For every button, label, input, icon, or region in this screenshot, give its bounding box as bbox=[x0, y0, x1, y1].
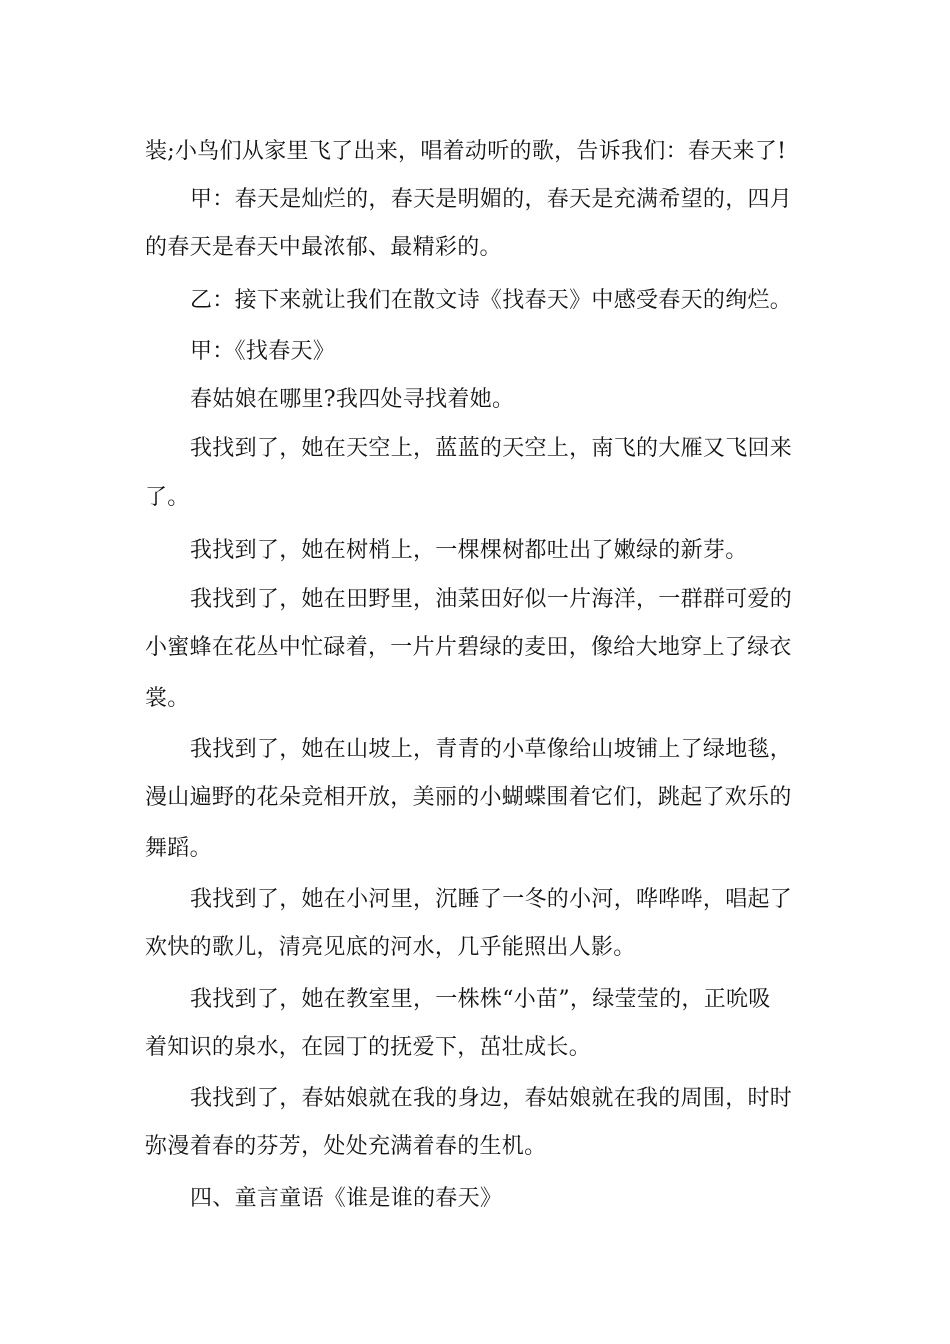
text-line: 欢快的歌儿，清亮见底的河水，几乎能照出人影。 bbox=[145, 935, 636, 960]
text-line: 春姑娘在哪里?我四处寻找着她。 bbox=[190, 387, 515, 412]
text-line: 的春天是春天中最浓郁、最精彩的。 bbox=[145, 235, 502, 260]
text-line: 裳。 bbox=[145, 686, 190, 711]
text-line: 我找到了，她在田野里，油菜田好似一片海洋，一群群可爱的 bbox=[190, 587, 793, 612]
text-line: 我找到了，她在山坡上，青青的小草像给山坡铺上了绿地毯， bbox=[190, 737, 793, 762]
text-line: 甲：春天是灿烂的，春天是明媚的，春天是充满希望的，四月 bbox=[190, 187, 793, 212]
text-line: 甲：《找春天》 bbox=[190, 339, 336, 364]
text-line: 我找到了，她在小河里，沉睡了一冬的小河，哗哗哗，唱起了 bbox=[190, 887, 793, 912]
text-line: 了。 bbox=[145, 485, 190, 510]
text-line: 弥漫着春的芬芳，处处充满着春的生机。 bbox=[145, 1134, 547, 1159]
text-line: 小蜜蜂在花丛中忙碌着，一片片碧绿的麦田，像给大地穿上了绿衣 bbox=[145, 635, 792, 660]
text-line: 舞蹈。 bbox=[145, 836, 212, 861]
text-line: 我找到了，她在教室里，一株株“小苗”，绿莹莹的，正吮吸 bbox=[190, 987, 771, 1012]
section-heading: 四、童言童语《谁是谁的春天》 bbox=[190, 1186, 503, 1211]
text-line: 我找到了，她在树梢上，一棵棵树都吐出了嫩绿的新芽。 bbox=[190, 538, 748, 563]
text-line: 装;小鸟们从家里飞了出来，唱着动听的歌，告诉我们：春天来了! bbox=[145, 139, 787, 164]
text-line: 我找到了，她在天空上，蓝蓝的天空上，南飞的大雁又飞回来 bbox=[190, 436, 793, 461]
text-line: 我找到了，春姑娘就在我的身边，春姑娘就在我的周围，时时 bbox=[190, 1086, 793, 1111]
text-line: 乙：接下来就让我们在散文诗《找春天》中感受春天的绚烂。 bbox=[190, 288, 793, 313]
text-line: 着知识的泉水，在园丁的抚爱下，茁壮成长。 bbox=[145, 1035, 592, 1060]
text-line: 漫山遍野的花朵竞相开放，美丽的小蝴蝶围着它们，跳起了欢乐的 bbox=[145, 785, 792, 810]
